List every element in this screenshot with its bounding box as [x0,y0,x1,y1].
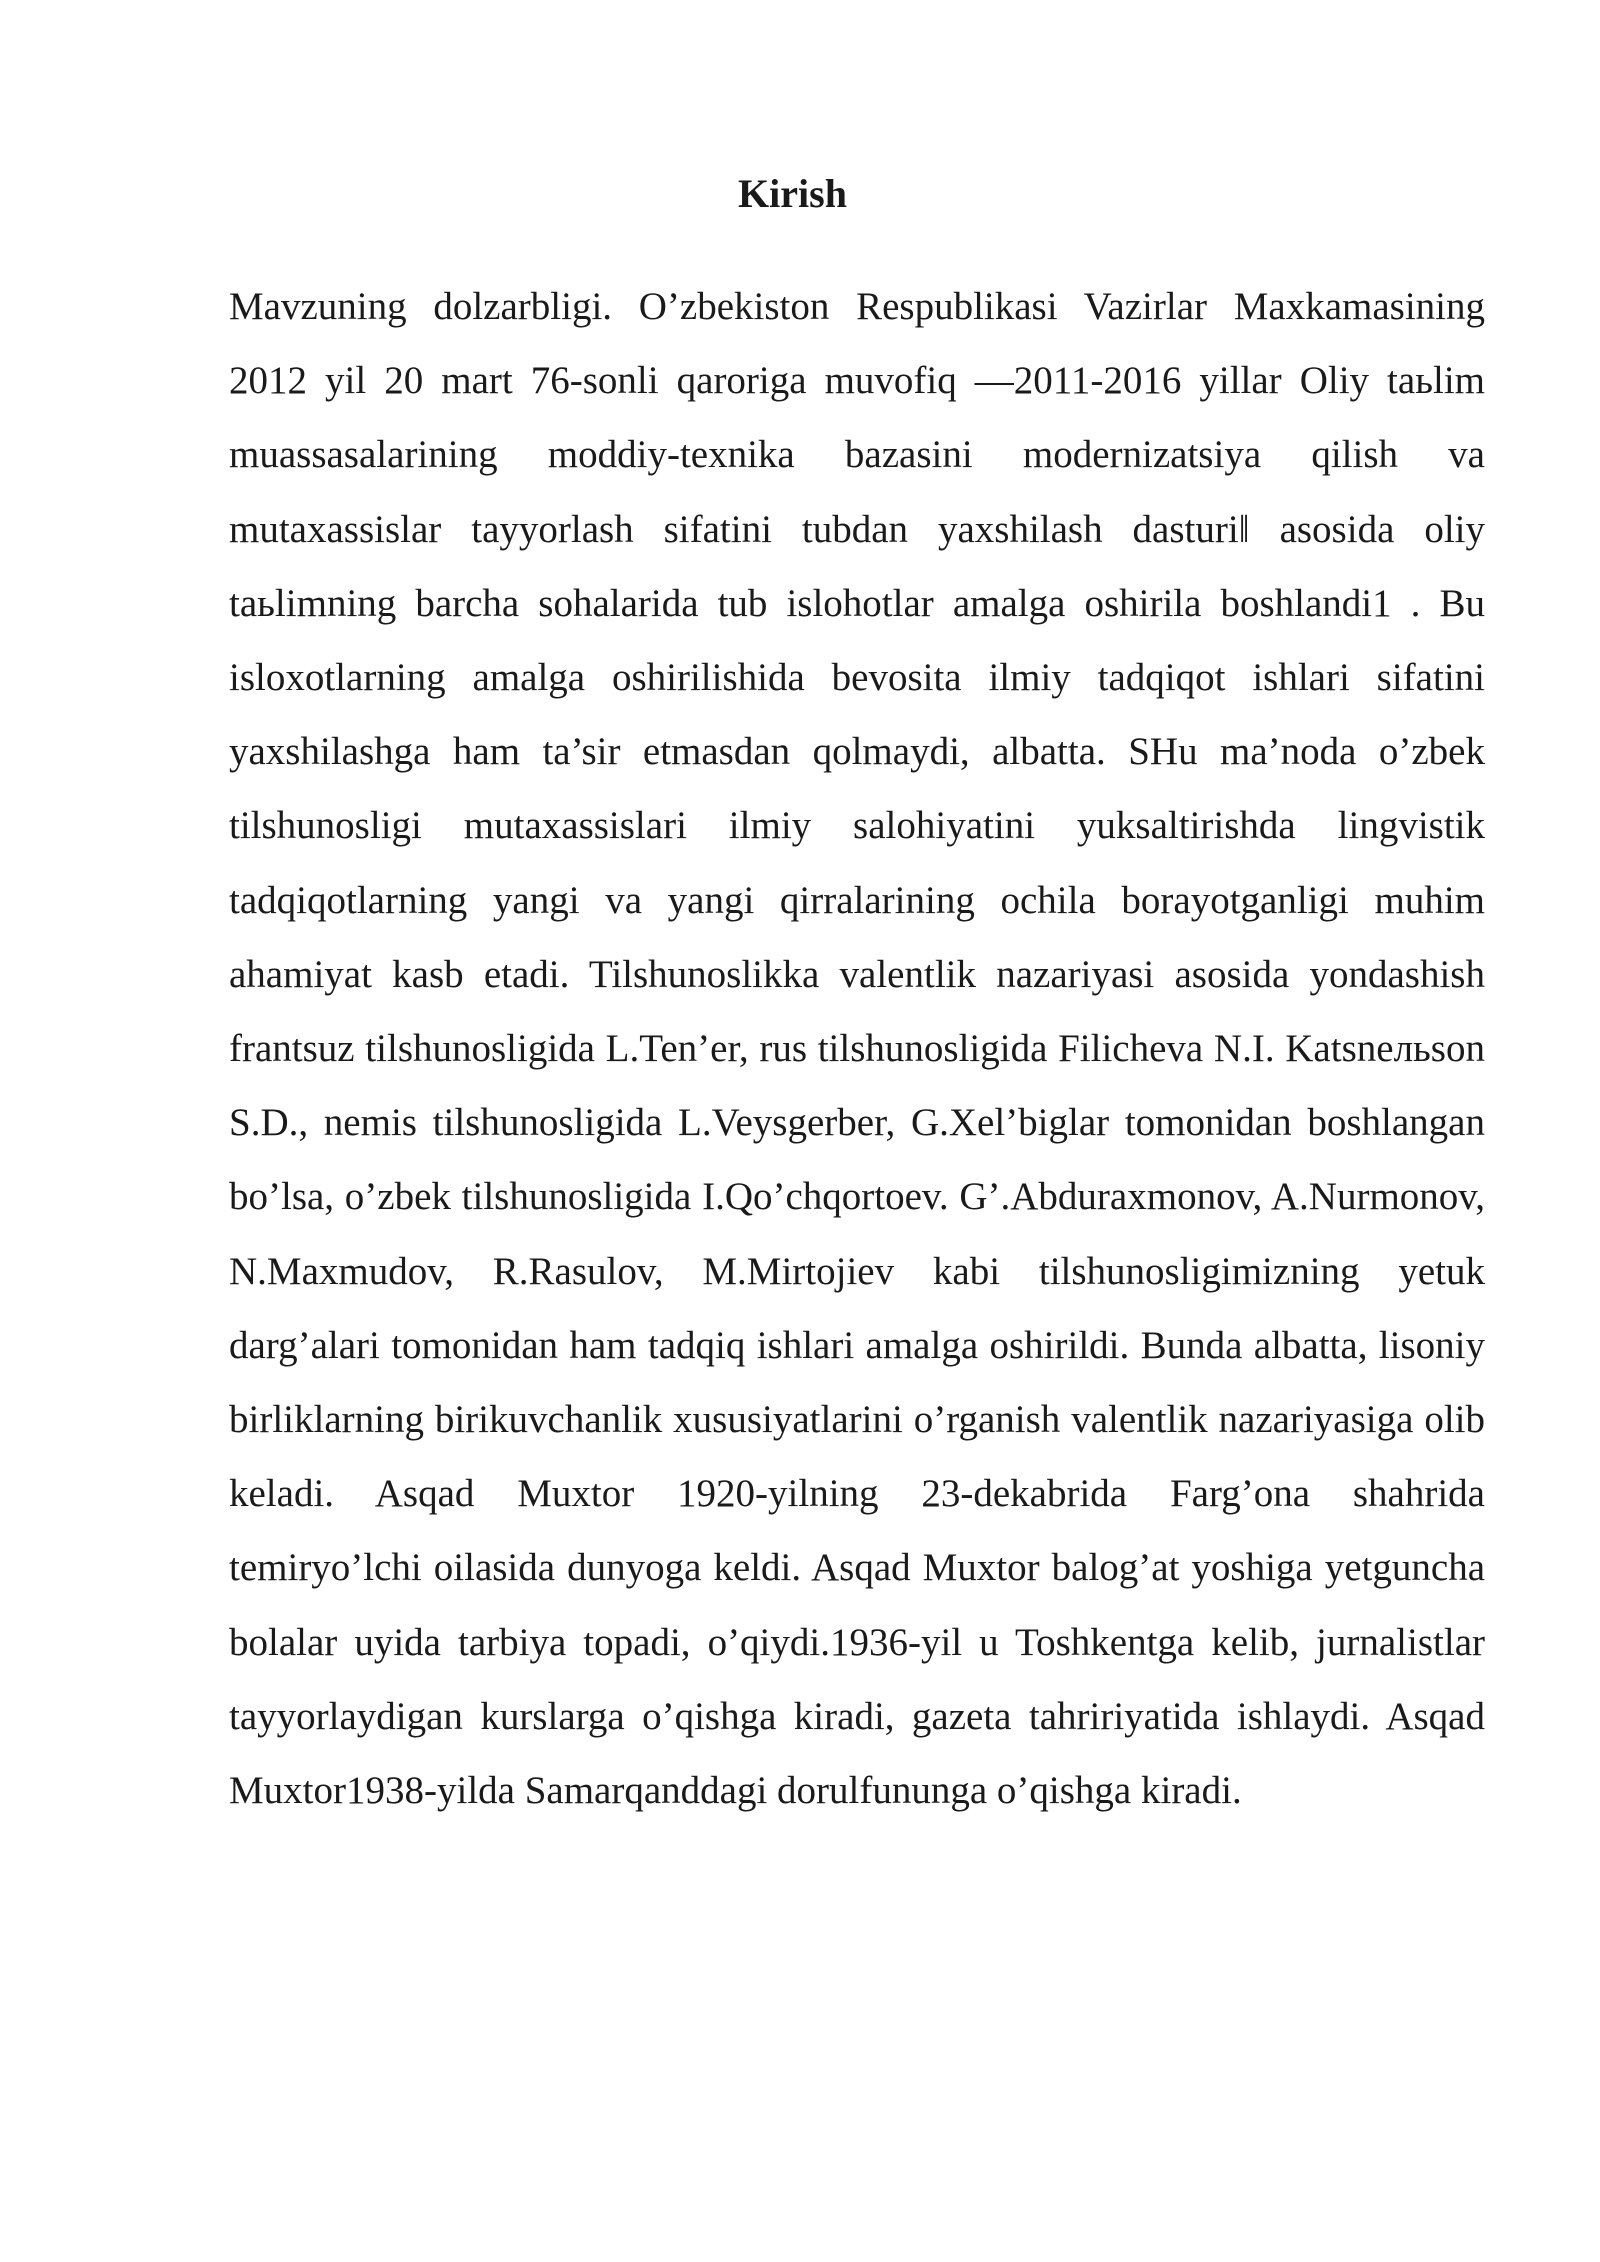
section-heading-text: Kirish [738,171,847,216]
body-paragraph: Mavzuning dolzarbligi. O’zbekiston Respublikasi Vazirlar Maxkamasining 2012 yil 20 mart 76-sonli qaroriga muvofiq ―2011-2016 yillar Oliy taьlim muassasalarining moddiy-texnika bazasini modernizatsiya qilish va mutaxassislar tayyorlash sifatini tubdan yaxshilash dasturi‖ asosida oliy taьlimning barcha sohalarida tub islohotlar amalga oshirila boshlandi1 . Bu isloxotlarning amalga oshirilishida bevosita ilmiy tadqiqot ishlari sifatini yaxshilashga ham ta’sir etmasdan qolmaydi, albatta. SHu ma’noda o’zbek tilshunosligi mutaxassislari ilmiy salohiyatini yuksaltirishda lingvistik tadqiqotlarning yangi va yangi qirralarining ochila borayotganligi muhim ahamiyat kasb etadi. Tilshunoslikka valentlik nazariyasi asosida yondashish frantsuz tilshunosligida L.Ten’er, rus tilshunosligida Filicheva N.I. Katsneльson S.D., nemis tilshunosligida L.Veysgerber, G.Xel’biglar tomonidan boshlangan bo’lsa, o’zbek tilshunosligida I.Qo’chqortoev. G’.Abduraxmonov, A.Nurmonov, N.Maxmudov, R.Rasulov, M.Mirtojiev kabi tilshunosligimizning yetuk darg’alari tomonidan ham tadqiq ishlari amalga oshirildi. Bunda albatta, lisoniy birliklarning birikuvchanlik xususiyatlarini o’rganish valentlik nazariyasiga olib keladi. Asqad Muxtor 1920-yilning 23-dekabrida Farg’ona shahrida temiryo’lchi oilasida dunyoga keldi. Asqad Muxtor balog’at yoshiga yetguncha bolalar uyida tarbiya topadi, o’qiydi.1936-yil u Toshkentga kelib, jurnalistlar tayyorlaydigan kurslarga o’qishga kiradi, gazeta tahririyatida ishlaydi. Asqad Muxtor1938-yilda Samarqanddagi dorulfununga o’qishga kiradi. [229,285,1485,1813]
section-heading [0,168,1600,220]
